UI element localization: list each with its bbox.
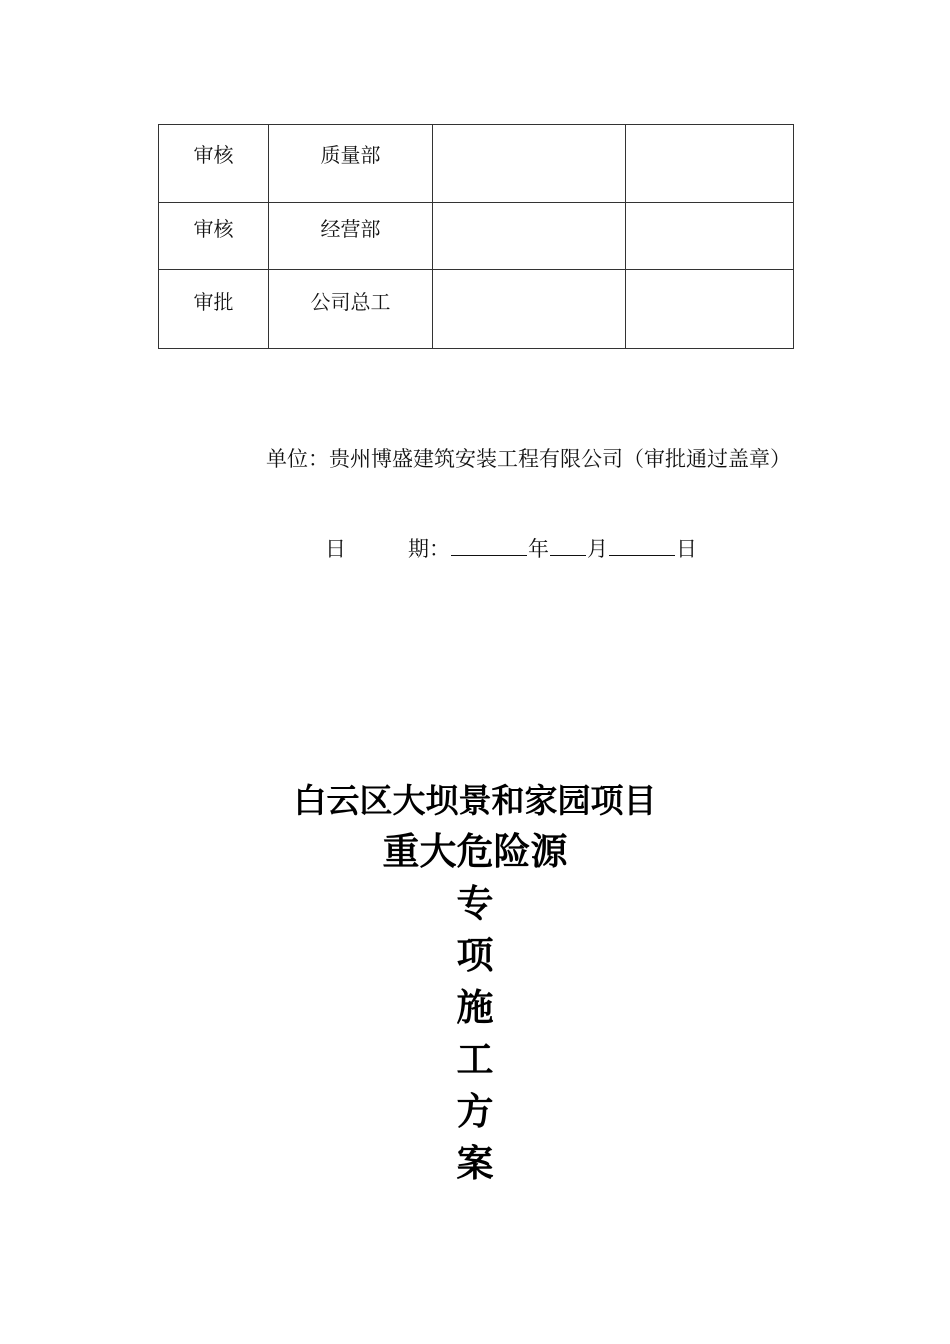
month-label: 月 xyxy=(587,537,608,561)
title-vertical-char: 案 xyxy=(456,1142,494,1185)
date-label-period: 期： xyxy=(408,537,450,561)
date-cell xyxy=(626,270,794,349)
table-row xyxy=(159,203,794,270)
date-cell xyxy=(626,203,794,270)
title-vertical-char: 工 xyxy=(456,1038,494,1081)
title-vertical-char: 方 xyxy=(456,1090,494,1133)
approval-table xyxy=(158,124,794,349)
title-vertical-char: 施 xyxy=(456,986,494,1029)
department-cell: 经营部 xyxy=(269,203,433,270)
table-row xyxy=(159,125,794,203)
unit-statement: 单位：贵州博盛建筑安装工程有限公司（审批通过盖章） xyxy=(266,447,791,471)
day-label: 日 xyxy=(676,537,697,561)
signature-cell xyxy=(433,203,626,270)
month-blank xyxy=(550,535,586,556)
title-vertical-char: 项 xyxy=(456,934,494,977)
title-line-hazard: 重大危险源 xyxy=(382,830,568,873)
action-cell: 审核 xyxy=(159,125,269,203)
year-label: 年 xyxy=(528,537,549,561)
department-cell: 质量部 xyxy=(269,125,433,203)
document-title xyxy=(0,776,950,1190)
day-blank xyxy=(609,535,675,556)
signature-cell xyxy=(433,125,626,203)
date-line xyxy=(325,534,697,564)
title-line-project: 白云区大坝景和家园项目 xyxy=(293,781,657,820)
title-vertical-char: 专 xyxy=(456,882,494,925)
signature-cell xyxy=(433,270,626,349)
date-cell xyxy=(626,125,794,203)
year-blank xyxy=(451,535,527,556)
department-cell: 公司总工 xyxy=(269,270,433,349)
date-label-day: 日 xyxy=(325,537,346,561)
action-cell: 审核 xyxy=(159,203,269,270)
table-row xyxy=(159,270,794,349)
action-cell: 审批 xyxy=(159,270,269,349)
